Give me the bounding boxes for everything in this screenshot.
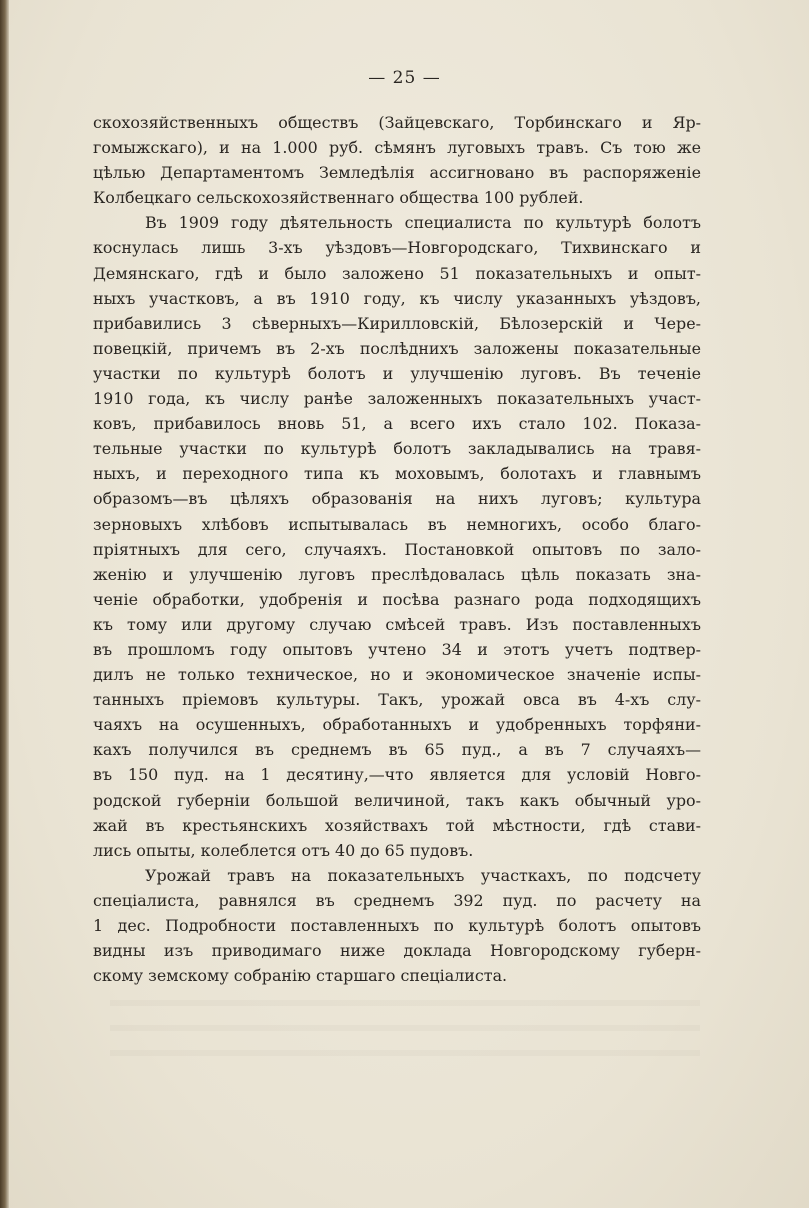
text-line: жай въ крестьянскихъ хозяйствахъ той мѣстности, гдѣ стави- [93, 815, 701, 835]
text-line: цѣлью Департаментомъ Земледѣлія ассигновано въ распоряженіе [93, 163, 701, 183]
page-number: — 25 — [368, 68, 441, 88]
text-line: ныхъ, и переходного типа къ моховымъ, болотахъ и главнымъ [93, 464, 701, 484]
text-line: Демянскаго, гдѣ и было заложено 51 показательныхъ и опыт- [93, 263, 701, 283]
text-line: ковъ, прибавилось вновь 51, а всего ихъ стало 102. Показа- [93, 414, 701, 434]
text-line: пріятныхъ для сего, случаяхъ. Постановкой опытовъ по зало- [93, 539, 701, 559]
text-line: дилъ не только техническое, но и экономическое значеніе испы- [93, 665, 701, 685]
text-line: танныхъ пріемовъ культуры. Такъ, урожай овса въ 4-хъ слу- [93, 690, 701, 710]
paragraph [93, 863, 701, 988]
paragraph [93, 110, 701, 210]
text-line: Колбецкаго сельскохозяйственнаго общества 100 рублей. [93, 188, 584, 208]
text-line: въ прошломъ году опытовъ учтено 34 и этотъ учетъ подтвер- [93, 639, 701, 659]
text-line: участки по культурѣ болотъ и улучшенію луговъ. Въ теченіе [93, 363, 701, 383]
text-line: повецкій, причемъ въ 2-хъ послѣднихъ заложены показательные [93, 338, 701, 358]
text-line: Въ 1909 году дѣятельность специалиста по культурѣ болотъ [145, 213, 701, 233]
text-line: въ 150 пуд. на 1 десятину,—что является для условій Новго- [93, 765, 701, 785]
text-line: тельные участки по культурѣ болотъ закладывались на травя- [93, 439, 701, 459]
text-line: зерновыхъ хлѣбовъ испытывалась въ немногихъ, особо благо- [93, 514, 701, 534]
text-line: чаяхъ на осушенныхъ, обработанныхъ и удобренныхъ торфяни- [93, 715, 701, 735]
text-line: прибавились 3 сѣверныхъ—Кирилловскій, Бѣлозерскій и Чере- [93, 313, 701, 333]
text-line: видны изъ приводимаго ниже доклада Новгородскому губерн- [93, 941, 701, 961]
text-line: ныхъ участковъ, а въ 1910 году, къ числу указанныхъ уѣздовъ, [93, 288, 701, 308]
text-line: спеціалиста, равнялся въ среднемъ 392 пуд. по расчету на [93, 890, 701, 910]
text-line: 1910 года, къ числу ранѣе заложенныхъ показательныхъ участ- [93, 389, 701, 409]
text-line: 1 дес. Подробности поставленныхъ по культурѣ болотъ опытовъ [93, 916, 701, 935]
text-line: образомъ—въ цѣляхъ образованія на нихъ луговъ; культура [93, 489, 701, 509]
show-through-text [110, 1000, 700, 1070]
text-line: гомыжскаго), и на 1.000 руб. сѣмянъ луговыхъ травъ. Съ тою же [93, 138, 701, 158]
text-line: коснулась лишь 3-хъ уѣздовъ—Новгородскаго, Тихвинскаго и [93, 238, 701, 258]
text-line: къ тому или другому случаю смѣсей травъ. Изъ поставленныхъ [93, 614, 701, 634]
text-line: родской губерніи большой величиной, такъ какъ обычный уро- [93, 790, 701, 810]
text-line: женію и улучшенію луговъ преслѣдовалась цѣль показать зна- [93, 564, 701, 584]
text-line: Урожай травъ на показательныхъ участкахъ, по подсчету [145, 865, 701, 885]
text-line: кахъ получился въ среднемъ въ 65 пуд., а въ 7 случаяхъ— [93, 740, 701, 760]
book-spine-edge [0, 0, 9, 1208]
text-line: ченіе обработки, удобренія и посѣва разнаго рода подходящихъ [93, 589, 701, 609]
text-line: скому земскому собранію старшаго спеціалиста. [93, 966, 508, 986]
text-line: скохозяйственныхъ обществъ (Зайцевскаго, Торбинскаго и Яр- [93, 113, 701, 132]
text-line: лись опыты, колеблется отъ 40 до 65 пудовъ. [93, 840, 474, 860]
body-text [93, 110, 701, 988]
paragraph [93, 210, 701, 862]
